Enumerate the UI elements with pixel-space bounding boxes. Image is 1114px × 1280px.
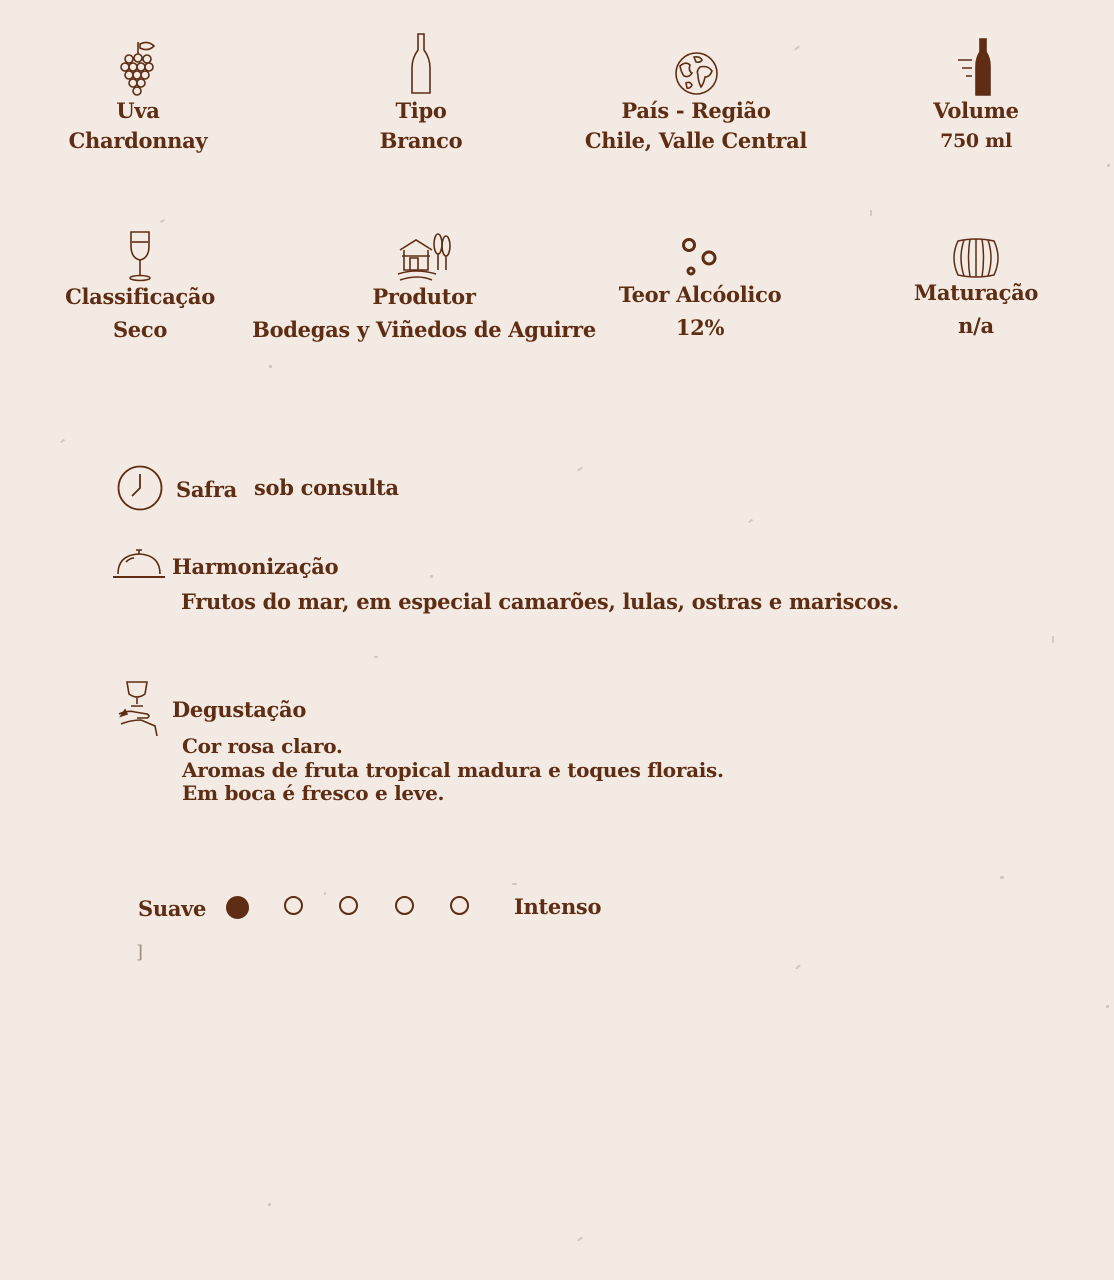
spec-label: Volume — [933, 98, 1019, 123]
barrel-icon — [950, 238, 1002, 278]
spec-producer — [252, 228, 596, 345]
spec-classification — [40, 230, 240, 345]
spec-value: 12% — [675, 315, 725, 340]
spec-alcohol — [590, 236, 810, 343]
spec-value: Bodegas y Viñedos de Aguirre — [252, 317, 596, 342]
safra-section — [117, 465, 399, 511]
harmonizacao-title: Harmonização — [172, 553, 339, 579]
degustacao-header — [117, 680, 306, 738]
tasting-icon — [117, 680, 161, 738]
bubbles-icon — [679, 236, 721, 280]
intensity-dot — [450, 896, 469, 915]
safra-value: sob consulta — [253, 474, 399, 500]
safra-label: Safra — [176, 476, 237, 502]
bottle-icon — [409, 32, 433, 96]
spec-country — [566, 51, 826, 156]
spec-value: Branco — [379, 128, 463, 153]
bottle-volume-icon — [956, 38, 996, 96]
clock-icon — [117, 465, 163, 511]
cloche-icon — [112, 546, 166, 580]
degustacao-line: Aromas de fruta tropical madura e toques florais. — [182, 757, 724, 782]
spec-label: Classificação — [65, 284, 215, 309]
spec-label: País - Região — [621, 98, 771, 123]
wine-glass-icon — [127, 230, 153, 282]
intensity-dot — [226, 896, 249, 919]
harmonizacao-header — [112, 546, 338, 580]
spec-value: 750 ml — [940, 130, 1012, 152]
winery-icon — [396, 228, 452, 282]
spec-value: Chardonnay — [68, 128, 208, 153]
spec-value: n/a — [958, 313, 994, 338]
stray-mark: ] — [136, 942, 144, 963]
spec-label: Teor Alcóolico — [618, 282, 782, 307]
intensity-dot — [284, 896, 303, 915]
intensity-min-label: Suave — [138, 896, 207, 921]
spec-value: Chile, Valle Central — [584, 128, 808, 153]
intensity-dot — [395, 896, 414, 915]
spec-value: Seco — [112, 317, 168, 342]
spec-label: Produtor — [372, 284, 476, 309]
spec-type — [321, 32, 521, 156]
spec-label: Uva — [116, 98, 160, 123]
degustacao-title: Degustação — [172, 696, 307, 722]
spec-label: Maturação — [913, 280, 1039, 305]
spec-grape — [38, 38, 238, 156]
grape-icon — [118, 38, 158, 96]
harmonizacao-text: Frutos do mar, em especial camarões, lulas, ostras e mariscos. — [181, 589, 899, 614]
spec-label: Tipo — [395, 98, 447, 123]
intensity-max-label: Intenso — [514, 894, 602, 919]
spec-volume — [876, 38, 1076, 156]
globe-icon — [674, 51, 719, 96]
spec-maturation — [876, 238, 1076, 341]
intensity-dot — [339, 896, 358, 915]
degustacao-line: Cor rosa claro. — [182, 734, 343, 758]
degustacao-line: Em boca é fresco e leve. — [182, 781, 445, 805]
